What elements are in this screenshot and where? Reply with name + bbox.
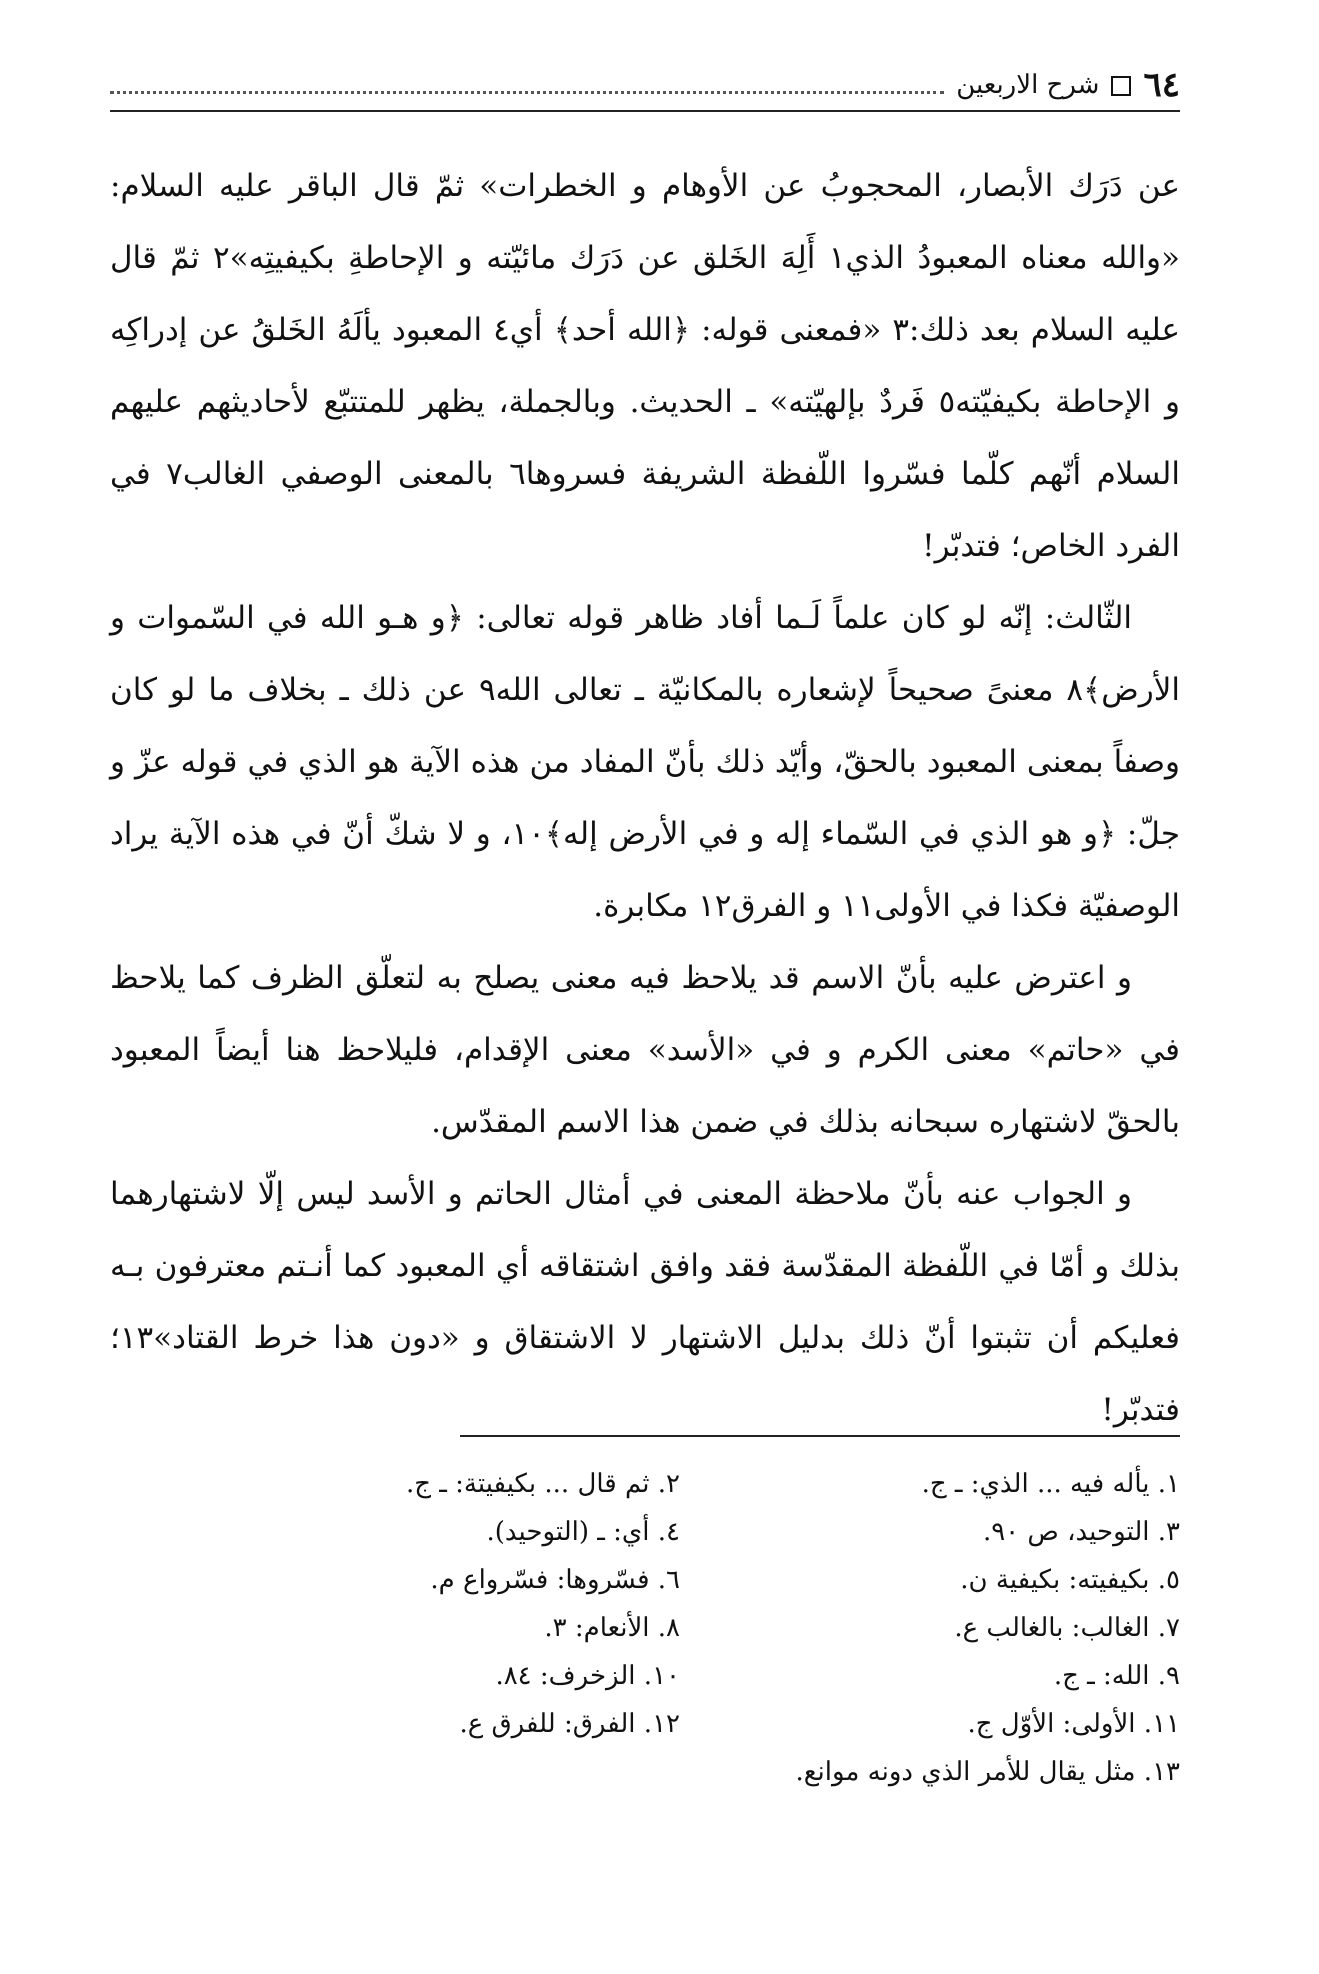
footnote-7: ٧. الغالب: بالغالب ع. (954, 1613, 1180, 1643)
footnote-5: ٥. بكيفيته: بكيفية ن. (960, 1565, 1180, 1595)
footnote-12: ١٢. الفرق: للفرق ع. (459, 1709, 680, 1739)
header-square-ornament (1111, 76, 1131, 96)
footnote-2: ٢. ثم قال ... بكيفيتة: ـ ج. (405, 1469, 680, 1499)
paragraph-1: عن دَرَك الأبصار، المحجوبُ عن الأوهام و الخطرات» ثمّ قال الباقر عليه السلام: «والله معناه المعبودُ الذي١ أَلِهَ الخَلق عن دَرَك مائيّته و الإحاطةِ بكيفيتِه»٢ ثمّ قال عليه السلام بعد ذلك:٣ «فمعنى قوله: ﴿الله أحد﴾ أي٤ المعبود يألَهُ الخَلقُ عن إدراكِه و الإحاطة بكيفيّته٥ فَردٌ بإلهيّته» ـ الحديث. وبالجملة، يظهر للمتتبّع لأحاديثهم عليهم السلام أنّهم كلّما فسّروا اللّفظة الشريفة فسروها٦ بالمعنى الوصفي الغالب٧ في الفرد الخاص؛ فتدبّر! (110, 168, 1180, 564)
footnote-row (180, 1652, 1180, 1700)
paragraph-4: و الجواب عنه بأنّ ملاحظة المعنى في أمثال الحاتم و الأسد ليس إلّا لاشتهارهما بذلك و أمّا في اللّفظة المقدّسة فقد وافق اشتقاقه أي المعبود كما أنـتم معترفون بـه فعليكم أن تثبتوا أنّ ذلك بدليل الاشتهار لا الاشتقاق و «دون هذا خرط القتاد»١٣؛ فتدبّر! (110, 1176, 1180, 1428)
main-text (110, 150, 1180, 1446)
footnote-separator (460, 1435, 1180, 1437)
page-number: ٦٤ (1143, 65, 1180, 105)
footnote-row (180, 1460, 1180, 1508)
footnote-4: ٤. أي: ـ (التوحيد). (486, 1517, 680, 1547)
footnote-row (180, 1604, 1180, 1652)
footnote-row (180, 1700, 1180, 1748)
footnote-11: ١١. الأولى: الأوّل ج. (967, 1709, 1180, 1739)
book-page (110, 40, 1180, 1940)
footnote-6: ٦. فسّروها: فسّرواع م. (430, 1565, 680, 1595)
footnote-1: ١. يأله فيه ... الذي: ـ ج. (921, 1469, 1180, 1499)
footnote-row (180, 1748, 1180, 1796)
footnote-row (180, 1556, 1180, 1604)
page-header (110, 50, 1180, 112)
header-dotted-leader (110, 90, 944, 94)
footnote-3: ٣. التوحيد، ص ٩٠. (982, 1517, 1180, 1547)
paragraph-2: الثّالث: إنّه لو كان علماً لَـما أفاد ظاهر قوله تعالى: ﴿و هـو الله في السّموات و الأرض﴾٨ معنىً صحيحاً لإشعاره بالمكانيّة ـ تعالى الله٩ عن ذلك ـ بخلاف ما لو كان وصفاً بمعنى المعبود بالحقّ، وأيّد ذلك بأنّ المفاد من هذه الآية هو الذي في قوله عزّ و جلّ: ﴿و هو الذي في السّماء إله و في الأرض إله﴾١٠، و لا شكّ أنّ في هذه الآية يراد الوصفيّة فكذا في الأولى١١ و الفرق١٢ مكابرة. (110, 600, 1180, 924)
footnote-row (180, 1508, 1180, 1556)
running-title: شرح الاربعين (956, 70, 1100, 100)
footnote-10: ١٠. الزخرف: ٨٤. (495, 1661, 680, 1691)
footnote-13: ١٣. مثل يقال للأمر الذي دونه موانع. (795, 1757, 1180, 1787)
footnotes (180, 1460, 1180, 1796)
paragraph-3: و اعترض عليه بأنّ الاسم قد يلاحظ فيه معنى يصلح به لتعلّق الظرف كما يلاحظ في «حاتم» معنى الكرم و في «الأسد» معنى الإقدام، فليلاحظ هنا أيضاً المعبود بالحقّ لاشتهاره سبحانه بذلك في ضمن هذا الاسم المقدّس. (110, 960, 1180, 1140)
footnote-8: ٨. الأنعام: ٣. (544, 1613, 680, 1643)
footnote-9: ٩. الله: ـ ج. (1053, 1661, 1180, 1691)
